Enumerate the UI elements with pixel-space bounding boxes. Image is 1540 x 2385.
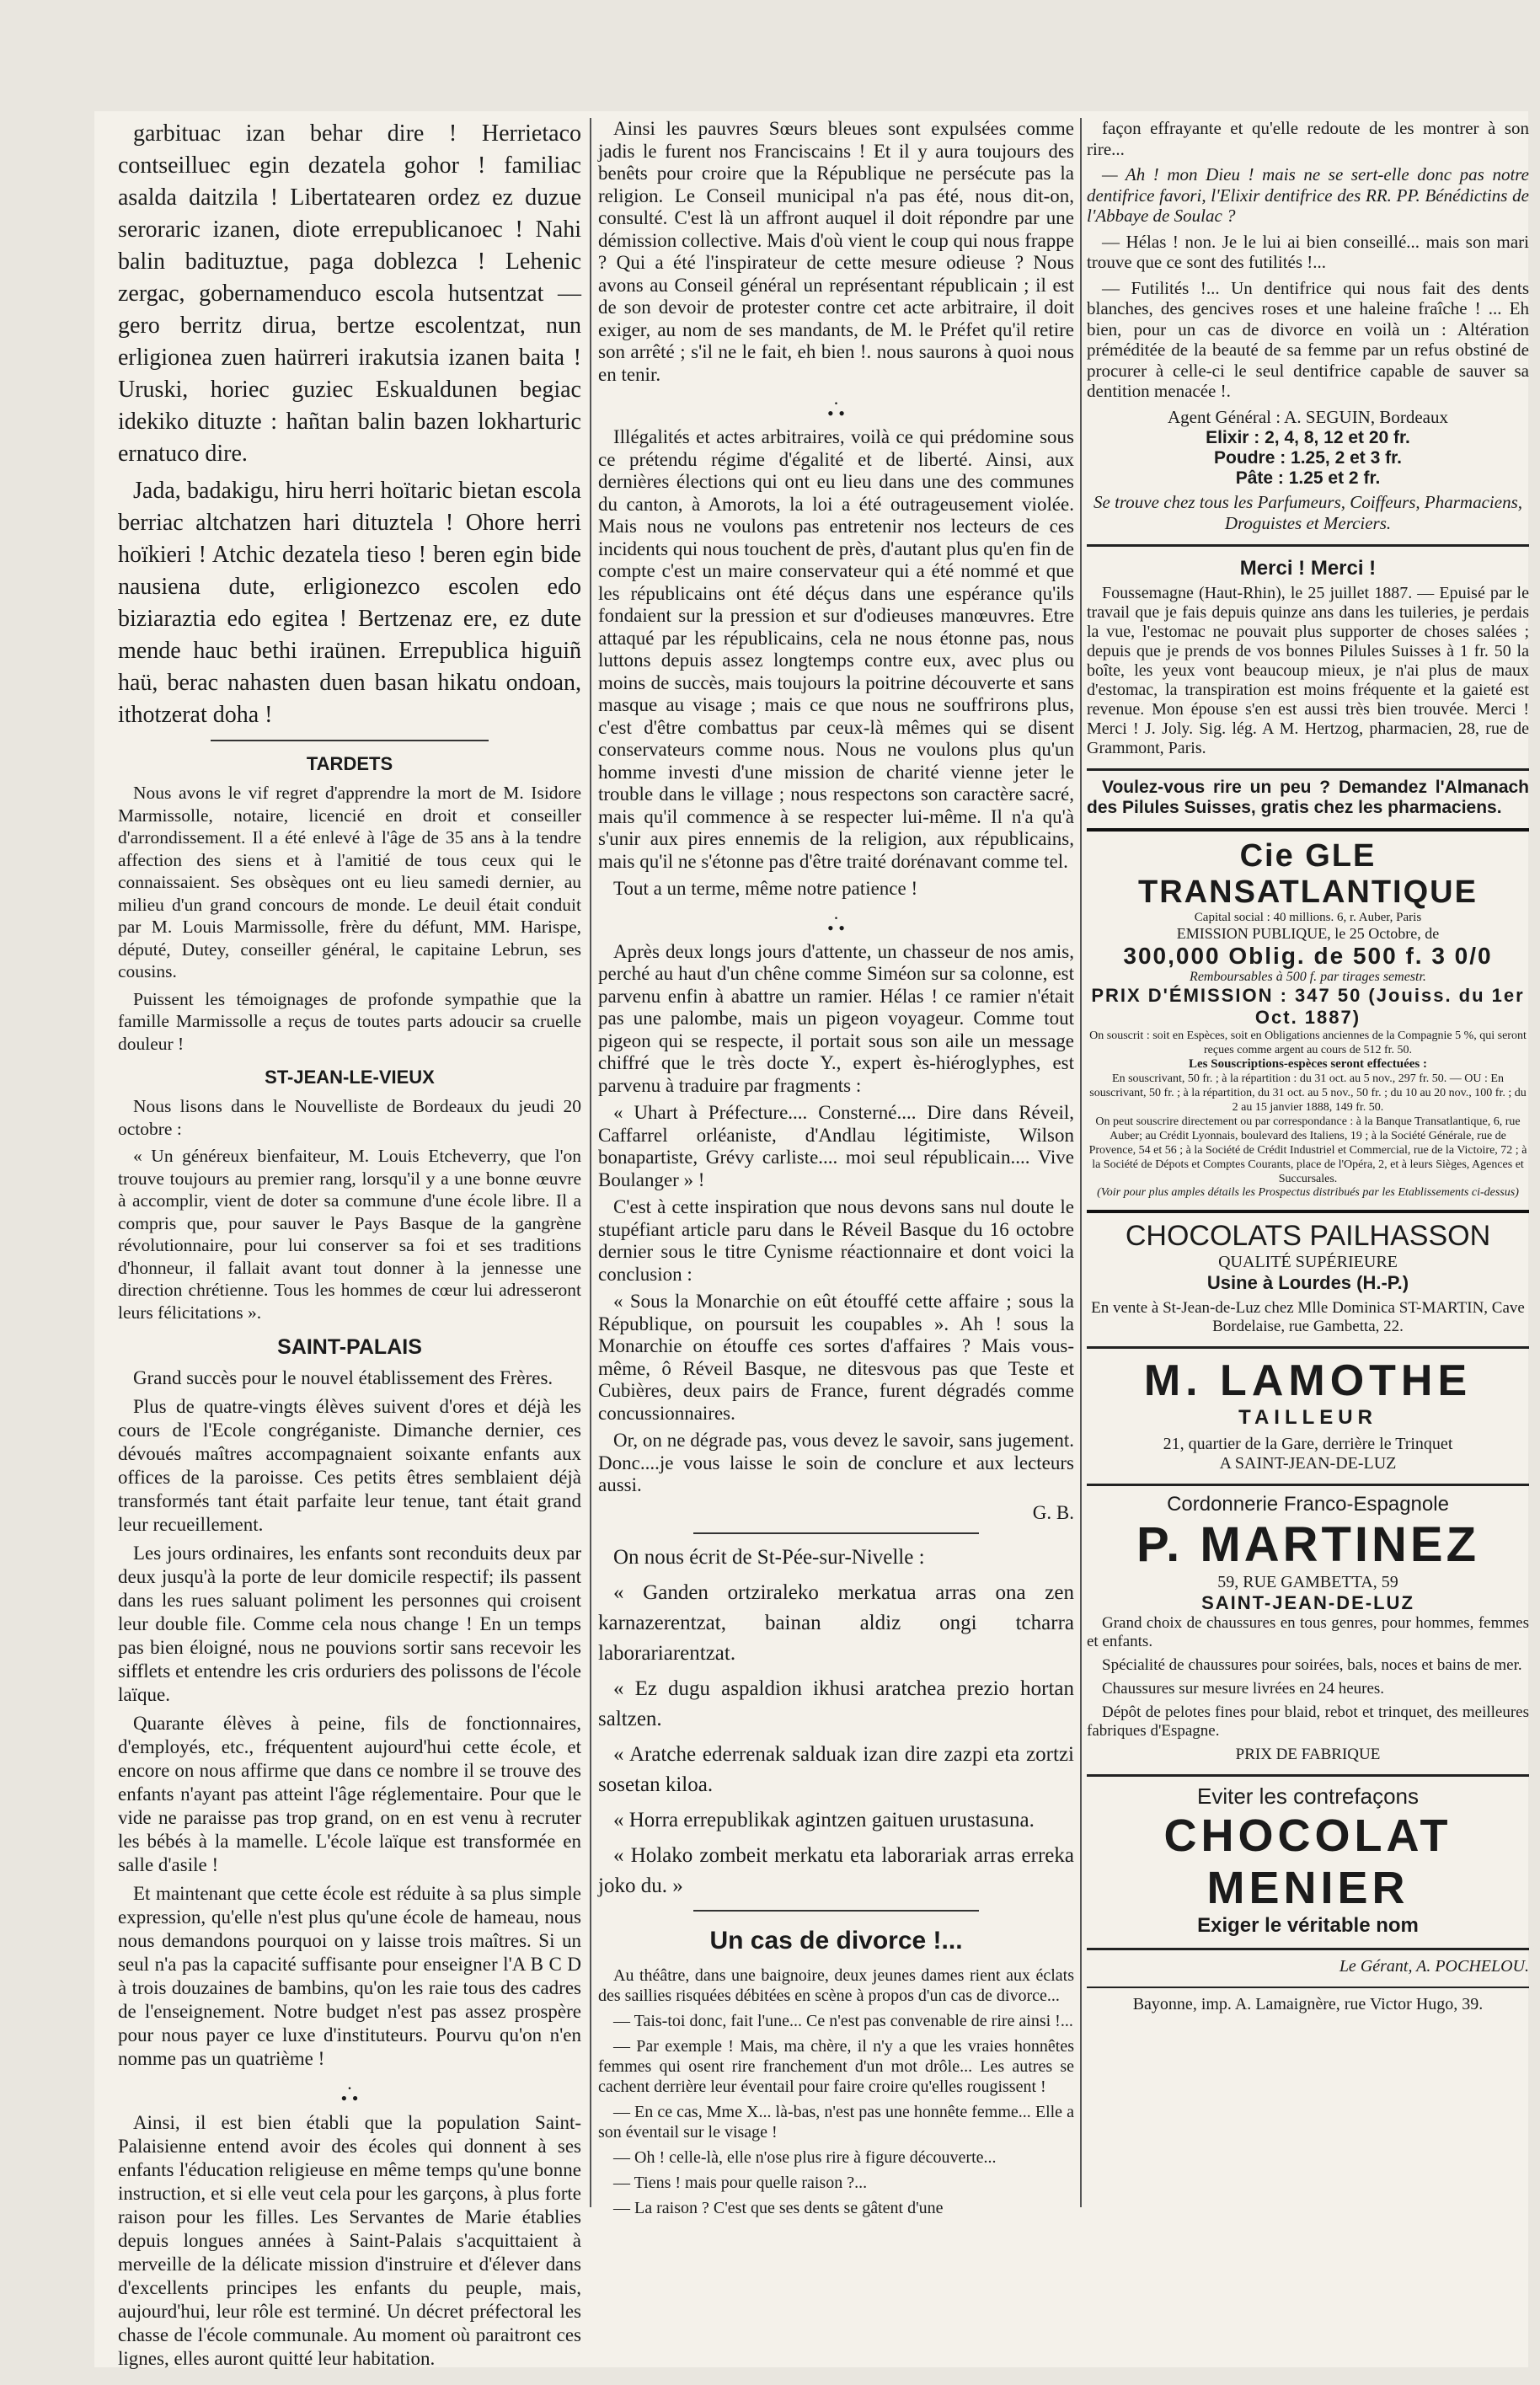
basque-paragraph: « Ganden ortziraleko merkatua arras ona zen karnazerentzat, bainan aldiz ongi tcharra laborariarentzat. [598,1581,1074,1665]
ad-paragraph: — Futilités !... Un dentifrice qui nous fait des dents blanches, des gencives roses et une haleine fraîche ! ... Eh bien, pour un cas de divorce en voilà un : Altération préméditée de la beauté de sa femme par un refus obstiné de procurer à celle-ci le seul dentifrice capable de sauver sa dentition menacée !. [1087,277,1529,401]
ad-paragraph: façon effrayante et qu'elle redoute de les montrer à son rire... [1087,118,1529,159]
divider [211,740,489,741]
section-title-stpalais: SAINT-PALAIS [277,1335,422,1359]
martinez-line: Dépôt de pelotes fines pour blaid, rebot et trinquet, des meilleures fabriques d'Espagne. [1087,1703,1529,1740]
menier-post: Exiger le véritable nom [1197,1913,1419,1937]
martinez-pre: Cordonnerie Franco-Espagnole [1167,1492,1449,1516]
article-paragraph: C'est à cette inspiration que nous devons sans nul doute le stupéfiant article paru dans le Réveil Basque du 16 octobre dernier sous le titre Cynisme réactionnaire et dont voici la conclusion : [598,1196,1074,1285]
price-line: Pâte : 1.25 et 2 fr. [1235,468,1381,488]
article-paragraph: Grand succès pour le nouvel établissement des Frères. [133,1367,553,1388]
article-signature: G. B. [1032,1501,1074,1523]
transat-line: EMISSION PUBLIQUE, le 25 Octobre, de [1176,924,1440,942]
article-paragraph: — Oh ! celle-là, elle n'ose plus rire à figure découverte... [613,2148,997,2167]
basque-paragraph: « Aratche ederrenak salduak izan dire zazpi eta zortzi sosetan kiloa. [598,1743,1074,1796]
merci-text: Foussemagne (Haut-Rhin), le 25 juillet 1887. — Epuisé par le travail que je fais depuis quinze ans dans les tuileries, je perdais la vue, l'estomac ne pouvait plus supporter de choses salées ; depuis que je prends de vos bonnes Pilules Suisses à 1 fr. 50 la boîte, les yeux vont beaucoup mieux, je n'ai plus de maux d'estomac, la transpiration est moins fréquente et la gaieté est revenue. Mon épouse s'en est aussi très bien trouvée. Merci ! Merci ! J. Joly. Sig. lég. A M. Hertzog, pharmacien, 28, rue de Grammont, Paris. [1087,583,1529,757]
section-title-divorce: Un cas de divorce !... [709,1927,963,1955]
basque-paragraph: garbituac izan behar dire ! Herrietaco contseilluec egin dezatela gohor ! familiac asalda daitzila ! Libertatearen ordez ez duzue seroraric izanen, diote errepublicanoec ! Nahi balin badituztue, paga doblezca ! Lehenic zergac, gobernamenduco escola hutsentzat — gero berritz dirua, bertze escolentzat, nun erligionea zuen haürreri irakutsia izanen baita ! Uruski, horiec guziec Eskualdunen begiac idekiko dituzte : hañtan balin bazen lokharturic ernatuco dire. [118,120,581,467]
lamothe-line: 21, quartier de la Gare, derrière le Trinquet [1163,1434,1453,1453]
menier-title: MENIER [1206,1862,1409,1913]
article-paragraph: Nous avons le vif regret d'apprendre la mort de M. Isidore Marmissolle, notaire, licencié en droit et conseiller d'arrondissement. Il a été enlevé à l'âge de 35 ans à la tendre affection des siens et à l'amitié de tous ceux qui le connaissaient. Ses obsèques ont eu lieu samedi dernier, au milieu d'un grand concours de monde. Le deuil était conduit par M. Louis Marmissolle, frère du défunt, MM. Harispe, député, Dutey, conseiller général, le capitaine Lebrun, ses cousins. [118,783,581,981]
article-paragraph: Ainsi les pauvres Sœurs bleues sont expulsées comme jadis le furent nos Franciscains ! Et il y aura toujours des benêts pour croire que la République ne persécute pas la religion. Le Conseil municipal n'a pas été, nous dit-on, consulté. C'est là un affront auquel il doit répondre par une démission collective. Mais d'où vient le coup qui nous frappe ? Qui a été l'inspirateur de cette mesure odieuse ? Nous avons au Conseil général un représentant républicain ; il est de son devoir de protester contre cet acte arbitraire, il doit exiger, au nom de ses mandants, de M. le Préfet qu'il retire son arrêté ; s'il ne le fait, eh bien !. nous saurons à quoi nous en tenir. [598,118,1074,385]
basque-paragraph: Jada, badakigu, hiru herri hoïtaric bietan escola berriac altchatzen hari dituztela ! Ohore herri hoïkieri ! Atchic dezatela tieso ! beren egin bide nausiena dute, erligionezco escolen edo biziaraztia edo egitea ! Bertzenaz ere, ez dute mende hauc bethi iraünen. Errepublica higuiñ haü, berac nahasten duen basan hikatu ondoan, ithotzerat doha ! [118,478,581,728]
transat-line: (Voir pour plus amples détails les Prospectus distribués par les Etablissements ci-dessus) [1097,1185,1519,1199]
article-paragraph: Et maintenant que cette école est réduite à sa plus simple expression, qu'elle n'est plus qu'une école de hameau, nous nous demandons pourquoi on y laisse trois maîtres. Si un seul n'a pas la capacité suffisante pour enseigner l'A B C D à trois douzaines de bambins, qu'on les raie tous des cadres de l'enseignement. Notre budget n'est pas assez prospère pour nous payer ce luxe d'instituteurs. Pourvu qu'on n'en nomme pas un quatrième ! [118,1883,581,2069]
transat-line: On souscrit : soit en Espèces, soit en Obligations anciennes de la Compagnie 5 %, qui seront reçues comme argent au cours de 512 fr. 50. [1089,1029,1527,1056]
section-dots: . • • [340,2072,359,2109]
column-1 [118,118,581,2376]
section-dots: . • • [827,388,845,424]
article-paragraph: Ainsi, il est bien établi que la population Saint-Palaisienne entend avoir des écoles qui donnent à ses enfants l'éducation religieuse en même temps qu'une bonne instruction, et si elle veut cela pour les garçons, à plus forte raison pour les filles. Les Servantes de Marie établies depuis longues années à Saint-Palais s'acquittaient à merveille de la délicate mission d'instruire et d'élever dans d'excellents principes les enfants du peuple, mais, aujourd'hui, leur rôle est terminé. Un décret préfectoral les chasse de l'école communale. Au moment où paraitront ces lignes, elles auront quitté leur habitation. [118,2112,581,2369]
article-paragraph: « Uhart à Préfecture.... Consterné.... Dire dans Réveil, Caffarrel orléaniste, d'Andlau légitimiste, Wilson bonapartiste, Grévy carliste.... moi seul républicain.... Vive Boulanger » ! [598,1102,1074,1190]
transat-line: Remboursables à 500 f. par tirages semestr. [1190,969,1426,984]
transat-line: Les Souscriptions-espèces seront effectuées : [1188,1056,1427,1071]
martinez-line: Spécialité de chaussures pour soirées, bals, noces et bains de mer. [1102,1655,1522,1674]
basque-paragraph: « Ez dugu aspaldion ikhusi aratchea prezio hortan saltzen. [598,1677,1074,1730]
article-paragraph: Illégalités et actes arbitraires, voilà ce qui prédomine sous ce prétendu régime d'égalité et de liberté. Ainsi, aux dernières élections qui ont eu lieu dans une des communes du canton, à Amorots, la loi a été outrageusement violée. Mais nous ne voulons pas entretenir nos lecteurs de ces incidents qui nous touchent de près, d'autant plus qu'en fin de compte c'est un maire conservateur qui a été nommé et que les républicains ont été déçus dans une espérance qu'ils fondaient sur la pression et sur d'odieuses manœuvres. Etre attaqué par les républicains, cela ne nous étonne pas, nous luttons depuis assez longtemps contre eux, avec plus ou moins de succès, mais toujours la poitrine découverte et sans masque au visage ; mais ce que nous ne souffrirons plus, c'est d'être combattus par ceux-là mêmes qui se disent conservateurs comme nous. Nous ne voulons plus qu'un homme investi d'une mission de charité vienne jeter le trouble dans le village ; nous respectons son caractère sacré, mais qu'il commence à se respecter lui-même. Il n'a qu'à s'unir aux pires ennemis de la religion, aux républicains, mais qu'il ne s'étonne pas d'être traité dorénavant comme tel. [598,426,1074,872]
article-paragraph: Nous lisons dans le Nouvelliste de Bordeaux du jeudi 20 octobre : [118,1096,581,1139]
pailhasson-line: QUALITÉ SUPÉRIEURE [1218,1252,1398,1271]
merci-title: Merci ! Merci ! [1239,556,1377,580]
article-paragraph: Les jours ordinaires, les enfants sont reconduits deux par deux jusqu'à la porte de leur domicile respectif; ils passent dans les rues saluant poliment les personnes qui croisent leur double file. Comme cela nous change ! En un temps pas bien éloigné, nous ne pouvions sortir sans recevoir les sifflets et entendre les cris orduriers des polissons de l'école laïque. [118,1543,581,1705]
ad-paragraph: — Ah ! mon Dieu ! mais ne se sert-elle donc pas notre dentifrice favori, l'Elixir dentifrice des RR. PP. Bénédictins de l'Abbaye de Soulac ? [1087,164,1529,226]
article-paragraph: « Un généreux bienfaiteur, M. Louis Etcheverry, que l'on trouve toujours au premier rang, lorsqu'il y a une bonne œuvre à accomplir, vient de doter sa commune d'une école libre. Il a compris que, pour sauver le Pays Basque de la gangrène révolutionnaire, pour lui conserver sa foi et ses traditions d'honneur, il fallait avant tout donner à la jennesse une direction chrétienne. Tous les hommes de cœur lui adresseront leurs félicitations ». [118,1146,581,1323]
basque-paragraph: « Horra errepublikak agintzen gaituen urustasuna. [613,1809,1035,1832]
martinez-line: SAINT-JEAN-DE-LUZ [1201,1591,1414,1613]
price-line: Elixir : 2, 4, 8, 12 et 20 fr. [1206,427,1410,447]
article-paragraph: Au théâtre, dans une baignoire, deux jeunes dames rient aux éclats des saillies risquées débitées en scène à propos d'un cas de divorce... [598,1966,1074,2005]
transat-line: On peut souscrire directement ou par correspondance : à la Banque Transatlantique, 6, rue Auber; au Crédit Lyonnais, boulevard des Italiens, 19 ; à la Société Générale, rue de Provence, 54 et 56 ; à la Société de Crédit Industriel et Commercial, rue de la Victoire, 72 ; à la Société de Dépots et Comptes Courants, place de l'Opéra, 2, et à leurs Sièges, Agences et Succursales. [1088,1115,1527,1185]
lamothe-title: M. LAMOTHE [1143,1356,1473,1405]
article-paragraph: — Tais-toi donc, fait l'une... Ce n'est pas convenable de rire ainsi !... [613,2012,1073,2030]
column-3 [1087,118,1529,2014]
transat-line: Capital social : 40 millions. 6, r. Auber, Paris [1194,910,1422,924]
section-title-stjean: ST-JEAN-LE-VIEUX [265,1067,435,1088]
transat-line: 300,000 Oblig. de 500 f. 3 0/0 [1123,942,1493,969]
divider [693,1910,979,1912]
article-paragraph: Or, on ne dégrade pas, vous devez le savoir, sans jugement. Donc....je vous laisse le soin de conclure et aux lecteurs aussi. [598,1430,1074,1495]
article-intro: On nous écrit de St-Pée-sur-Nivelle : [613,1546,925,1569]
basque-paragraph: « Holako zombeit merkatu eta laborariak arras erreka joko du. » [598,1844,1074,1897]
column-divider [1080,118,1082,2207]
menier-title: CHOCOLAT [1163,1810,1452,1861]
lamothe-line: A SAINT-JEAN-DE-LUZ [1219,1453,1397,1473]
divider [693,1532,979,1534]
price-line: Poudre : 1.25, 2 et 3 fr. [1214,447,1402,468]
pailhasson-title: CHOCOLATS PAILHASSON [1125,1219,1491,1252]
almanach-ad: Voulez-vous rire un peu ? Demandez l'Almanach des Pilules Suisses, gratis chez les pharmaciens. [1087,777,1529,817]
column-divider [590,118,591,2207]
transat-line: PRIX D'ÉMISSION : 347 50 (Jouiss. du 1er Oct. 1887) [1091,984,1525,1028]
martinez-line: PRIX DE FABRIQUE [1235,1745,1381,1763]
section-dots: . • • [827,901,845,938]
menier-pre: Eviter les contrefaçons [1196,1783,1419,1809]
article-paragraph: Après deux longs jours d'attente, un chasseur de nos amis, perché au haut d'un chêne comme Siméon sur sa colonne, est parvenu enfin à abattre un ramier. Hélas ! ce ramier n'était pas une palombe, mais un pigeon voyageur. Comme tout pigeon qui se respecte, il portait sous son aile un message chiffré que le très docte Y., expert ès-hiéroglyphes, est parvenu à traduire par fragments : [598,940,1074,1096]
article-paragraph: — Par exemple ! Mais, ma chère, il n'y a que les vraies honnêtes femmes qui osent rire franchement d'un mot drôle... Les autres se cachent derrière leur éventail pour faire croire qu'elles rougissent ! [598,2037,1074,2096]
article-paragraph: Tout a un terme, même notre patience ! [613,878,918,899]
martinez-line: 59, RUE GAMBETTA, 59 [1217,1572,1398,1591]
martinez-title: P. MARTINEZ [1136,1516,1480,1572]
imprimeur-line: Bayonne, imp. A. Lamaignère, rue Victor Hugo, 39. [1132,1994,1484,2013]
lamothe-line: TAILLEUR [1238,1405,1377,1429]
article-paragraph: — Tiens ! mais pour quelle raison ?... [613,2174,868,2192]
article-paragraph: — En ce cas, Mme X... là-bas, n'est pas une honnête femme... Elle a son éventail sur le visage ! [598,2103,1074,2142]
article-paragraph: Quarante élèves à peine, fils de fonctionnaires, d'employés, etc., fréquentent aujourd'hui cette école, et encore on nous affirme que dans ce nombre il se trouve des enfants n'ayant pas atteint l'âge réglementaire. Pour que le vide ne paraisse pas trop grand, on en est venu à recruter les bébés à la mamelle. L'école laïque est transformée en salle d'asile ! [118,1713,581,1875]
sold-by-line: Se trouve chez tous les Parfumeurs, Coiffeurs, Pharmaciens, Droguistes et Merciers. [1094,491,1522,533]
gerant-line: Le Gérant, A. POCHELOU. [1339,1956,1529,1976]
section-title-tardets: TARDETS [306,753,393,774]
article-paragraph: Puissent les témoignages de profonde sympathie que la famille Marmissolle a reçus de toutes parts adoucir sa cruelle douleur ! [118,988,581,1054]
pailhasson-line: En vente à St-Jean-de-Luz chez Mlle Dominica ST-MARTIN, Cave Bordelaise, rue Gambetta, 22. [1091,1298,1525,1335]
article-paragraph: — La raison ? C'est que ses dents se gâtent d'une [613,2199,944,2217]
ad-paragraph: — Hélas ! non. Je le lui ai bien conseillé... mais son mari trouve que ce sont des futilités !... [1087,231,1529,272]
article-paragraph: « Sous la Monarchie on eût étouffé cette affaire ; sous la République, on poursuit les coupables ». Ah ! sous la Monarchie on étouffe ces sortes d'affaires ? Mais vous-même, ô Réveil Basque, ne ditesvous pas que Teste et Cubières, deux pairs de France, furent dégradés comme concussionnaires. [598,1291,1074,1424]
transat-line: En souscrivant, 50 fr. ; à la répartition : du 31 oct. au 5 nov., 297 fr. 50. — OU : En souscrivant, 50 fr. ; à la répartition, du 31 oct. au 5 nov., 50 fr. ; du 10 au 20 nov., 100 fr. ; du 2 au 15 janvier 1888, 149 fr. 50. [1089,1072,1527,1114]
transat-title: Cie GLE TRANSATLANTIQUE [1138,837,1478,910]
martinez-line: Chaussures sur mesure livrées en 24 heures. [1102,1679,1385,1698]
column-2 [598,118,1074,2223]
agent-line: Agent Général : A. SEGUIN, Bordeaux [1167,406,1448,427]
article-paragraph: Plus de quatre-vingts élèves suivent d'ores et déjà les cours de l'Ecole congréganiste. Dimanche dernier, ces dévoués maîtres accompagnaient soixante enfants aux offices de la paroisse. Ces petits êtres semblaient déjà transformés tant était parfaite leur tenue, tant était grand leur recueillement. [118,1396,581,1535]
pailhasson-line: Usine à Lourdes (H.-P.) [1206,1271,1409,1293]
martinez-line: Grand choix de chaussures en tous genres, pour hommes, femmes et enfants. [1087,1613,1529,1650]
